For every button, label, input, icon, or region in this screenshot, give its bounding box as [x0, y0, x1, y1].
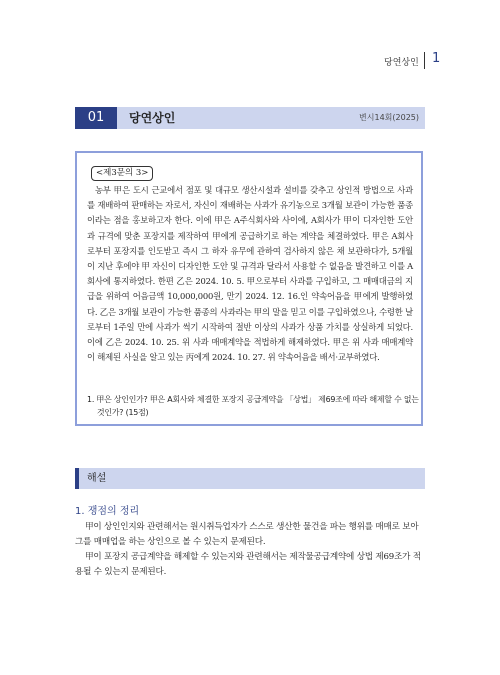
solution-label: 해설	[87, 473, 107, 484]
solution-accent	[75, 468, 79, 489]
section-title: 1. 쟁점의 정리	[75, 506, 140, 517]
solution-paragraph: 甲이 상인인지와 관련해서는 원시취득업자가 스스로 생산한 물건을 파는 행위를 매매로 보아 그를 매매업을 하는 상인으로 볼 수 있는지 문제된다.	[75, 522, 419, 547]
exam-source: 변시14회(2025)	[359, 113, 419, 122]
case-box	[75, 151, 423, 426]
case-facts: 농부 甲은 도시 근교에서 점포 및 대규모 생산시설과 설비를 갖추고 상인적 방법으로 사과를 재배하여 판매하는 자로서, 자신이 재배하는 사과가 유기농으로 3개월 보관이 가능한 품종이라는 점을 홍보하고자 한다. 이에 甲은 A주식회사와 사이에, A회사가 甲이 디자인한 도안과 규격에 맞춘 포장지를 제작하여 甲에게 공급하기로 하는 계약을 체결하였다. 甲은 A회사로부터 포장지를 인도받고 즉시 그 하자 유무에 관하여 검사하지 않은 채 보관하다가, 5개월이 지난 후에야 甲 자신이 디자인한 도안 및 규격과 달라서 사용할 수 없음을 발견하고 이를 A회사에 통지하였다. 한편 乙은 2024. 10. 5. 甲으로부터 사과를 구입하고, 그 매매대금의 지급을 위하여 어음금액 10,000,000원, 만기 2024. 12. 16.인 약속어음을 甲에게 발행하였다. 乙은 3개월 보관이 가능한 품종의 사과라는 甲의 말을 믿고 이를 구입하였으나, 수령한 날로부터 1주일 만에 사과가 썩기 시작하여 절반 이상의 사과가 상품 가치를 상실하게 되었다. 이에 乙은 2024. 10. 25. 위 사과 매매계약을 적법하게 해제하였다. 甲은 위 사과 매매계약이 해제된 사실을 알고 있는 丙에게 2024. 10. 27. 위 약속어음을 배서·교부하였다.	[87, 185, 413, 363]
chapter-title-bar	[75, 107, 425, 129]
running-header-title: 당연상인	[384, 58, 419, 68]
chapter-number: 01	[75, 107, 117, 129]
page-number: 1	[432, 51, 441, 66]
header-divider	[424, 52, 425, 69]
solution-paragraph: 甲이 포장지 공급계약을 해제할 수 있는지와 관련해서는 제작물공급계약에 상법 제69조가 적용될 수 있는지 문제된다.	[75, 552, 421, 577]
question-text: 1. 甲은 상인인가? 甲은 A회사와 체결한 포장지 공급계약을 「상법」 제69조에 따라 해제할 수 없는 것인가? (15점)	[87, 395, 419, 417]
chapter-title: 당연상인	[129, 111, 176, 125]
case-label: <제3문의 3>	[91, 166, 153, 181]
solution-header-bar	[75, 468, 425, 489]
